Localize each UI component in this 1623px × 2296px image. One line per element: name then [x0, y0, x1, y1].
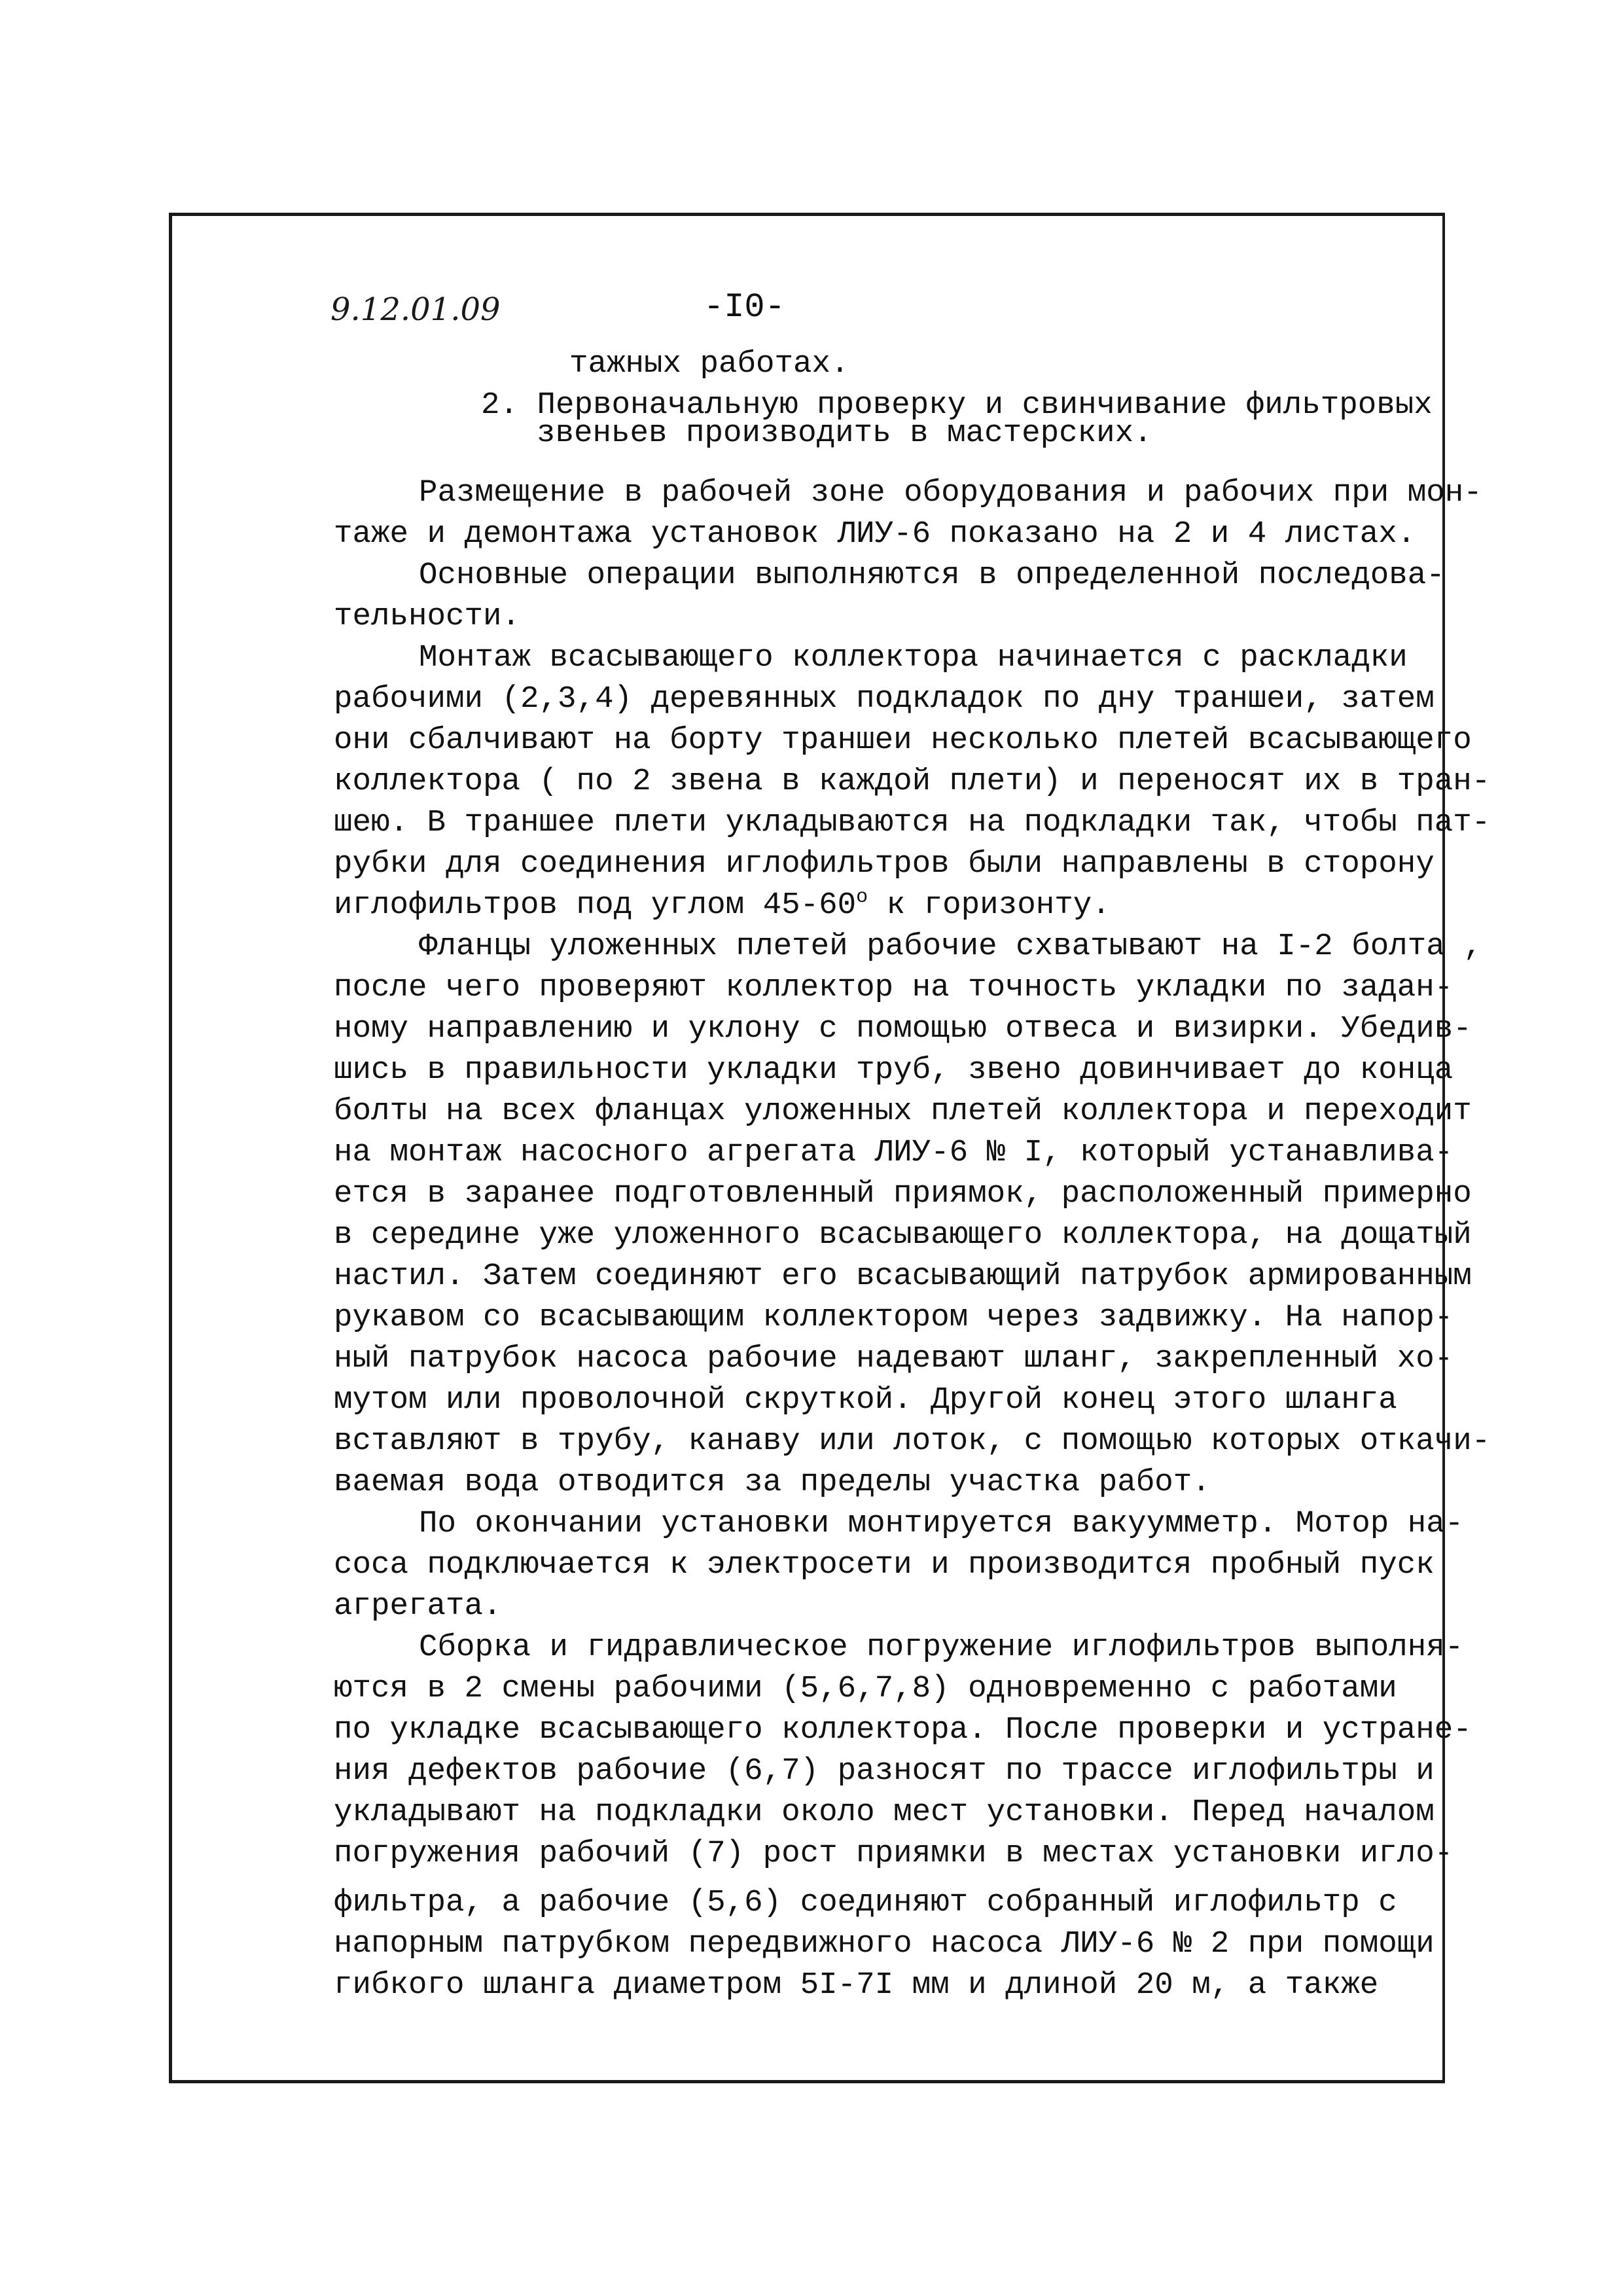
text-line: коллектора ( по 2 звена в каждой плети) и переносят их в тран- — [334, 764, 1491, 799]
text-line: вставляют в трубу, канаву или лоток, с помощью которых откачи- — [334, 1424, 1491, 1459]
text-line: они сбалчивают на борту траншеи несколько плетей всасывающего — [334, 723, 1472, 758]
text-line: укладывают на подкладки около мест установки. Перед началом — [334, 1795, 1435, 1830]
text-line: гибкого шланга диаметром 5I-7I мм и длиной 20 м, а также — [334, 1967, 1379, 2003]
text-line: ния дефектов рабочие (6,7) разносят по трассе иглофильтры и — [334, 1753, 1435, 1789]
text-line: звеньев производить в мастерских. — [537, 416, 1152, 451]
text-line: агрегата. — [334, 1588, 502, 1624]
text-line: настил. Затем соединяют его всасывающий патрубок армированным — [334, 1259, 1472, 1294]
text-fragment: к горизонту. — [868, 888, 1111, 923]
text-line: напорным патрубком передвижного насоса ЛИУ-6 № 2 при помощи — [334, 1926, 1435, 1962]
text-line: погружения рабочий (7) рост приямки в местах установки игло- — [334, 1836, 1454, 1871]
text-line: таже и демонтажа установок ЛИУ-6 показано на 2 и 4 листах. — [334, 516, 1416, 552]
text-line: ваемая вода отводится за пределы участка работ. — [334, 1465, 1211, 1500]
paragraph-start: Размещение в рабочей зоне оборудования и рабочих при мон- — [419, 475, 1482, 511]
degree-sign: о — [856, 886, 868, 909]
text-line: соса подключается к электросети и производится пробный пуск — [334, 1547, 1435, 1583]
text-line: шею. В траншее плети укладываются на подкладки так, чтобы пат- — [334, 805, 1491, 840]
text-line: на монтаж насосного агрегата ЛИУ-6 № I, который устанавлива- — [334, 1135, 1454, 1170]
paragraph-start: Сборка и гидравлическое погружение иглофильтров выполня- — [419, 1630, 1464, 1665]
paragraph-start: Фланцы уложенных плетей рабочие схватывают на I-2 болта , — [419, 929, 1482, 964]
text-line — [334, 885, 1420, 926]
text-line: рубки для соединения иглофильтров были направлены в сторону — [334, 846, 1435, 882]
text-line: после чего проверяют коллектор на точность укладки по задан- — [334, 970, 1454, 1005]
text-line: ется в заранее подготовленный приямок, расположенный примерно — [334, 1176, 1472, 1211]
text-line: мутом или проволочной скруткой. Другой конец этого шланга — [334, 1382, 1397, 1418]
page-number: -I0- — [704, 288, 785, 327]
text-line: тажных работах. — [569, 346, 849, 382]
document-code: 9.12.01.09 — [330, 291, 501, 328]
text-line: тельности. — [334, 599, 521, 634]
text-fragment: иглофильтров под углом 45-60 — [334, 888, 857, 923]
text-line: шись в правильности укладки труб, звено довинчивает до конца — [334, 1052, 1454, 1088]
list-item-2: 2. Первоначальную проверку и свинчивание фильтровых — [481, 387, 1433, 423]
text-line: ются в 2 смены рабочими (5,6,7,8) одновременно с работами — [334, 1671, 1397, 1706]
document-body — [334, 344, 1491, 2006]
text-line: рабочими (2,3,4) деревянных подкладок по дну траншеи, затем — [334, 681, 1435, 717]
text-line: в середине уже уложенного всасывающего коллектора, на дощатый — [334, 1217, 1472, 1253]
text-line: ный патрубок насоса рабочие надевают шланг, закрепленный хо- — [334, 1341, 1454, 1376]
paragraph-start: Монтаж всасывающего коллектора начинается с раскладки — [419, 640, 1408, 675]
text-line: ному направлению и уклону с помощью отвеса и визирки. Убедив- — [334, 1011, 1472, 1047]
paragraph-start: Основные операции выполняются в определенной последова- — [419, 558, 1445, 593]
text-line: фильтра, а рабочие (5,6) соединяют собранный иглофильтр с — [334, 1885, 1397, 1920]
text-line: рукавом со всасывающим коллектором через задвижку. На напор- — [334, 1300, 1454, 1335]
text-line: по укладке всасывающего коллектора. После проверки и устране- — [334, 1712, 1472, 1748]
paragraph-start: По окончании установки монтируется вакуумметр. Мотор на- — [419, 1506, 1464, 1541]
text-line: болты на всех фланцах уложенных плетей коллектора и переходит — [334, 1094, 1472, 1129]
